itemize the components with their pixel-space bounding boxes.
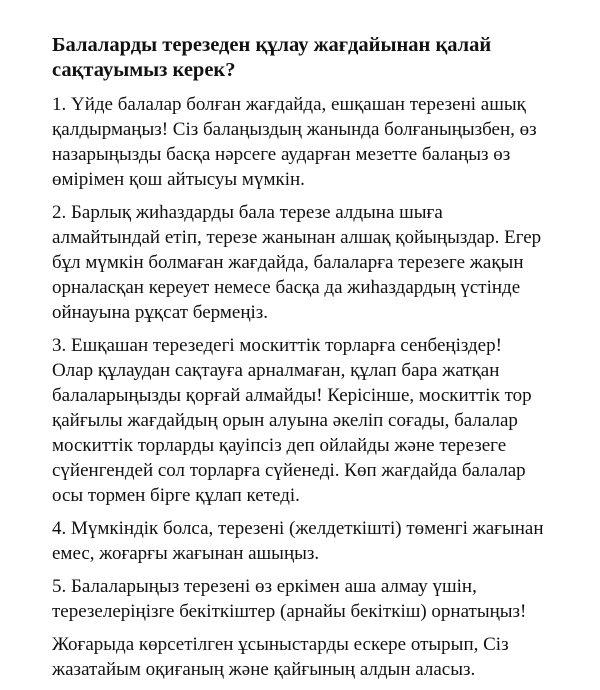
paragraph-line: қалдырмаңыз! Сіз балаңыздың жанында болғаныңызбен, өз	[52, 119, 537, 140]
paragraph-line: ойнауына рұқсат бермеңіз.	[52, 302, 269, 323]
paragraph-3	[52, 333, 600, 508]
paragraph-line: Жоғарыда көрсетілген ұсыныстарды ескере отырып, Сіз	[52, 634, 509, 655]
paragraph-line: назарыңызды басқа нәрсеге аударған мезетте балаңыз өз	[52, 144, 511, 165]
paragraph-line: емес, жоғарғы жағынан ашыңыз.	[52, 543, 320, 564]
paragraph-1	[52, 92, 600, 192]
paragraph-line: 5. Балаларыңыз терезені өз еркімен аша алмау үшін,	[52, 576, 477, 597]
paragraph-line: қайғылы жағдайдың орын алуына әкеліп соғады, балалар	[52, 410, 518, 431]
paragraph-conclusion	[52, 632, 600, 682]
title-line: сақтауымыз керек?	[52, 59, 236, 81]
paragraph-line: балаларыңызды қорғай алмайды! Керісінше, москиттік тор	[52, 385, 532, 406]
paragraph-line: москиттік торларды қауіпсіз деп ойлайды және терезеге	[52, 435, 507, 456]
paragraph-line: жазатайым оқиғаның және қайғының алдын аласыз.	[52, 659, 476, 680]
paragraph-line: алмайтындай етіп, терезе жанынан алшақ қойыңыздар. Егер	[52, 227, 542, 248]
paragraph-line: сүйенгендей сол торларға сүйенеді. Көп жағдайда балалар	[52, 460, 526, 481]
paragraph-line: терезелеріңізге бекіткіштер (арнайы бекіткіш) орнатыңыз!	[52, 601, 527, 622]
paragraph-4	[52, 516, 600, 566]
document-title	[52, 33, 600, 83]
paragraph-2	[52, 200, 600, 325]
title-line: Балаларды терезеден құлау жағдайынан қалай	[52, 34, 492, 56]
paragraph-5	[52, 574, 600, 624]
paragraph-line: 3. Ешқашан терезедегі москиттік торларға сенбеңіздер!	[52, 335, 502, 356]
paragraph-line: 4. Мүмкіндік болса, терезені (желдеткішті) төменгі жағынан	[52, 518, 544, 539]
paragraph-line: Олар құлаудан сақтауға арналмаған, құлап бара жатқан	[52, 360, 500, 381]
paragraph-line: орналасқан кереует немесе басқа да жиһаздардың үстінде	[52, 277, 521, 298]
document	[52, 33, 600, 690]
paragraph-line: 2. Барлық жиһаздарды бала терезе алдына шыға	[52, 202, 443, 223]
paragraph-line: өмірімен қош айтысуы мүмкін.	[52, 169, 305, 190]
paragraph-line: 1. Үйде балалар болған жағдайда, ешқашан терезені ашық	[52, 94, 526, 115]
paragraph-line: бұл мүмкін болмаған жағдайда, балаларға терезеге жақын	[52, 252, 524, 273]
paragraph-line: осы тормен бірге құлап кетеді.	[52, 485, 300, 506]
